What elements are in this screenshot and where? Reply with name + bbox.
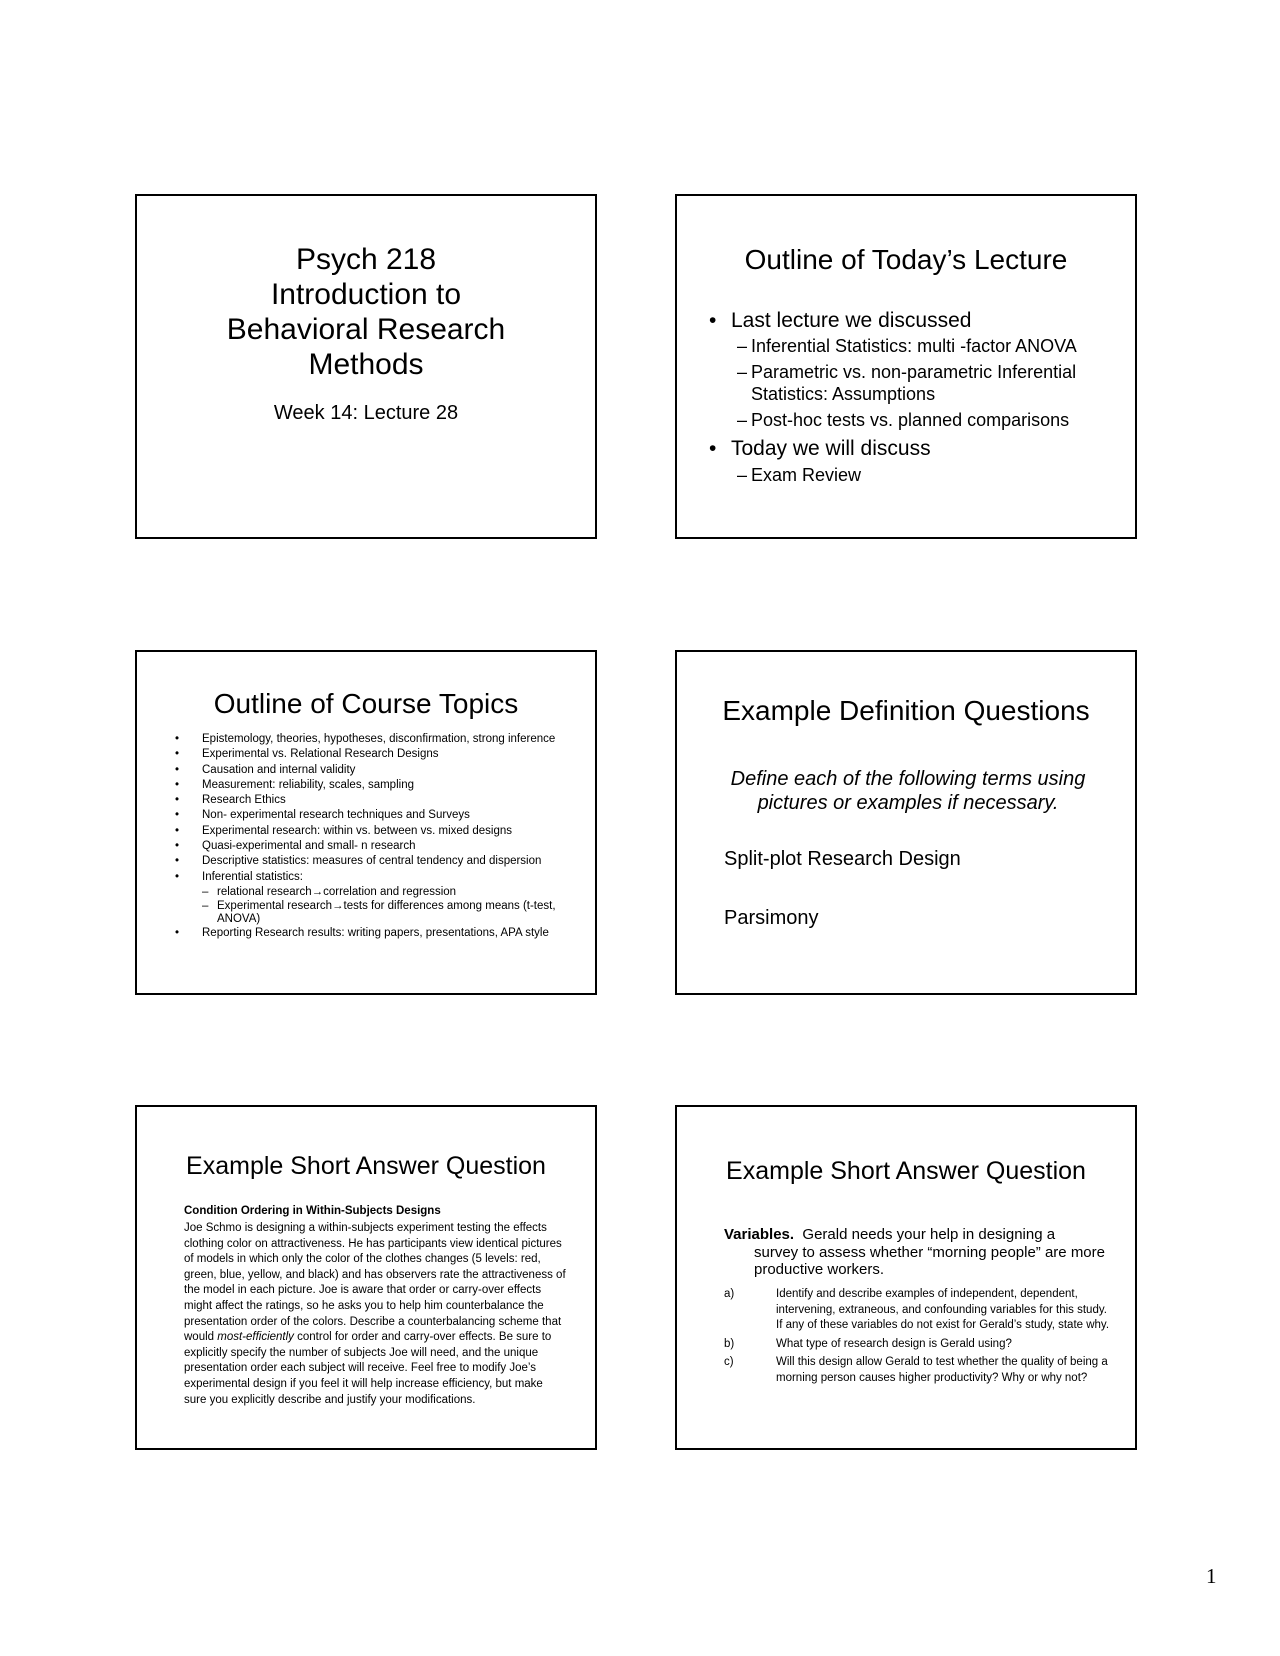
question-item: b) What type of research design is Gerald using? bbox=[724, 1337, 1012, 1350]
course-title-line: Psych 218 bbox=[295, 243, 437, 276]
slide-outline-today bbox=[675, 194, 1137, 539]
topic-item: • Inferential statistics: bbox=[175, 870, 303, 883]
sub-bullet-text: Post-hoc tests vs. planned comparisons bbox=[751, 410, 1070, 430]
bullet-text: Last lecture we discussed bbox=[731, 309, 972, 332]
question-heading: Condition Ordering in Within-Subjects Designs bbox=[184, 1205, 441, 1217]
lecture-subtitle: Week 14: Lecture 28 bbox=[273, 402, 459, 424]
bullet-item bbox=[709, 308, 971, 334]
question-intro: Variables. Gerald needs your help in designing a survey to assess whether “morning people” are more productive workers. bbox=[724, 1226, 1105, 1278]
sub-bullet-text: Exam Review bbox=[751, 465, 862, 485]
sub-bullet-item: – Inferential Statistics: multi -factor ANOVA bbox=[737, 336, 1077, 356]
bullet-item bbox=[709, 436, 931, 462]
bullet-dot: • bbox=[709, 437, 717, 460]
slide-definition-questions bbox=[675, 650, 1137, 995]
topic-item: • Measurement: reliability, scales, sampling bbox=[175, 778, 414, 791]
topic-item: • Quasi-experimental and small- n research bbox=[175, 840, 416, 853]
topic-item: • Experimental vs. Relational Research Designs bbox=[175, 748, 439, 761]
slide-title: Outline of Course Topics bbox=[213, 688, 519, 719]
topic-item: • Reporting Research results: writing papers, presentations, APA style bbox=[175, 926, 549, 939]
sub-bullet-item: – Post-hoc tests vs. planned comparisons bbox=[737, 410, 1070, 430]
bullet-dot: • bbox=[709, 309, 717, 332]
sub-bullet-text: Inferential Statistics: multi -factor ANOVA bbox=[751, 336, 1077, 356]
question-item: a) Identify and describe examples of independent, dependent, intervening, extraneous, and confounding variables for this study. If any of these variables do not exist for Gerald’s study, state why. bbox=[724, 1288, 1110, 1331]
course-title-line: Introduction to bbox=[270, 278, 462, 311]
slide-short-answer-1 bbox=[135, 1105, 597, 1450]
topic-item: • Causation and internal validity bbox=[175, 763, 356, 776]
topic-item: • Descriptive statistics: measures of central tendency and dispersion bbox=[175, 855, 542, 868]
sub-bullet-text-cont: Statistics: Assumptions bbox=[751, 384, 936, 404]
course-title-line: Methods bbox=[308, 348, 424, 381]
topic-list bbox=[175, 733, 570, 942]
bullet-text: Today we will discuss bbox=[731, 437, 931, 460]
definition-term: Parsimony bbox=[724, 907, 819, 929]
sub-bullet-text: Parametric vs. non-parametric Inferential bbox=[751, 362, 1077, 382]
topic-item: • Epistemology, theories, hypotheses, disconfirmation, strong inference bbox=[175, 733, 556, 745]
question-body: Joe Schmo is designing a within-subjects experiment testing the effects clothing color on attractiveness. He has participants view identical pictures of models in which only the color of the clothes changes (5 levels: red, green, blue, yellow, and black) and has observers rate the attractiveness of the model in each picture. Joe is aware that order or carry-over effects might affect the ratings, so he asks you to help him counterbalance the presentation order of the colors. Describe a counterbalancing scheme that would most-efficiently control for order and carry-over effects. Be sure to explicitly specify the number of subjects Joe will need, and the unique presentation order each subject will receive. Feel free to modify Joe’s experimental design if you feel it will help increase efficiency, but make sure you explicitly describe and justify your modifications. bbox=[184, 1222, 566, 1406]
topic-subitem: – relational research→correlation and regression bbox=[202, 885, 457, 898]
topic-item: • Experimental research: within vs. between vs. mixed designs bbox=[175, 824, 513, 837]
course-title-line: Behavioral Research bbox=[226, 313, 506, 346]
slide-title: Example Short Answer Question bbox=[186, 1152, 546, 1180]
question-list bbox=[724, 1287, 1114, 1389]
topic-item: • Non- experimental research techniques and Surveys bbox=[175, 809, 470, 822]
slide-course-topics bbox=[135, 650, 597, 995]
sub-bullet-item: – Exam Review bbox=[737, 465, 862, 485]
topic-subitem: – Experimental research→tests for differences among means (t-test, ANOVA) bbox=[202, 899, 556, 925]
slide-title bbox=[135, 194, 597, 539]
page-number: 1 bbox=[1206, 1564, 1217, 1588]
slide-short-answer-2 bbox=[675, 1105, 1137, 1450]
question-item: c) Will this design allow Gerald to test whether the quality of being a morning person causes higher productivity? Why or why not? bbox=[724, 1356, 1108, 1384]
definition-term: Split-plot Research Design bbox=[724, 848, 961, 870]
sub-bullet-item: – Parametric vs. non-parametric Inferential Statistics: Assumptions bbox=[737, 361, 1117, 405]
instruction-text: Define each of the following terms using pictures or examples if necessary. bbox=[730, 768, 1086, 814]
course-title bbox=[137, 242, 595, 382]
topic-item: • Research Ethics bbox=[175, 794, 286, 807]
slide-title: Example Definition Questions bbox=[722, 695, 1090, 726]
slide-title: Example Short Answer Question bbox=[726, 1157, 1086, 1185]
slide-title: Outline of Today’s Lecture bbox=[744, 244, 1068, 275]
